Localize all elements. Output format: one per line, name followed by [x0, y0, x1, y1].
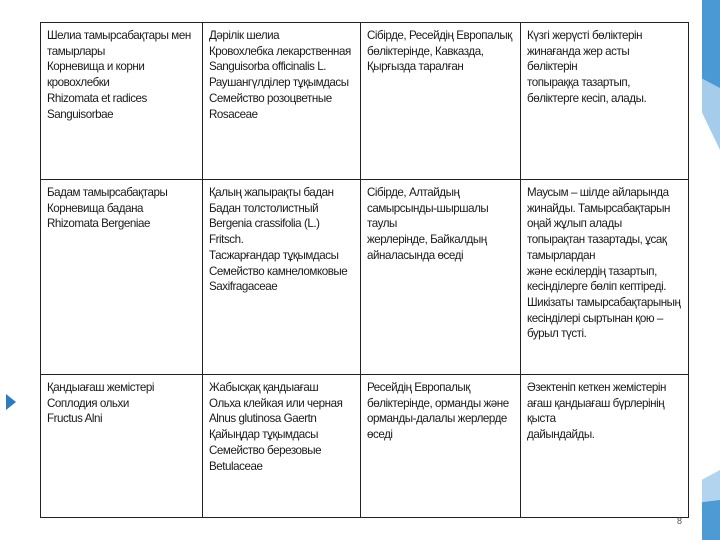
table-cell-habitat: Ресейдің Европалық бөліктерінде, орманды және орманды-далалы жерлерде өседі — [361, 375, 521, 518]
table-cell-raw-material: Бадам тамырсабақтары Корневища бадана Rhizomata Bergeniae — [41, 180, 203, 375]
table-row — [41, 375, 689, 518]
table-cell-plant: Жабысқақ қандыағаш Ольха клейкая или черная Alnus glutinosa Gaertn Қайыңдар тұқымдасы Семейство березовые Betulaceae — [203, 375, 361, 518]
table-cell-harvest: Әзектеніп кеткен жемістерін ағаш қандыағаш бүрлерінің қыста дайындайды. — [521, 375, 689, 518]
page-number: 8 — [676, 516, 682, 526]
table-cell-plant: Қалың жапырақты бадан Бадан толстолистный Bergenia crassifolia (L.) Fritsch. Тасжарғандар тұқымдасы Семейство камнеломковые Saxifragaceae — [203, 180, 361, 375]
table-cell-raw-material: Қандыағаш жемістері Соплодия ольхи Fructus Alni — [41, 375, 203, 518]
table-cell-habitat: Сібірде, Алтайдың самырсынды-шыршалы таулы жерлерінде, Байкалдың айналасында өседі — [361, 180, 521, 375]
table-cell-harvest: Күзгі жерүсті бөліктерін жинағанда жер асты бөліктерін топыраққа тазартып, бөліктерге кесіп, алады. — [521, 23, 689, 180]
document-page — [30, 0, 702, 540]
table-cell-habitat: Сібірде, Ресейдің Европалық бөліктерінде, Кавказда, Қырғызда таралған — [361, 23, 521, 180]
table-row — [41, 180, 689, 375]
table-cell-harvest: Маусым – шілде айларында жинайды. Тамырсабақтарын оңай жұлып алады топырақтан тазартады, ұсақ тамырлардан және ескілердің тазартып, кесінділерге бөліп кептіреді. Шикізаты тамырсабақтарының кесінділері сыртынан қою – бурыл түсті. — [521, 180, 689, 375]
herbs-table — [40, 22, 689, 518]
table-row — [41, 23, 689, 180]
table-cell-plant: Дәрілік шелиа Кровохлебка лекарственная Sanguisorba officinalis L. Раушангүлділер тұқымдасы Семейство розоцветные Rosaceae — [203, 23, 361, 180]
slide-arrow-icon — [6, 394, 16, 410]
table-cell-raw-material: Шелиа тамырсабақтары мен тамырлары Корневища и корни кровохлебки Rhizomata et radices Sanguisorbae — [41, 23, 203, 180]
